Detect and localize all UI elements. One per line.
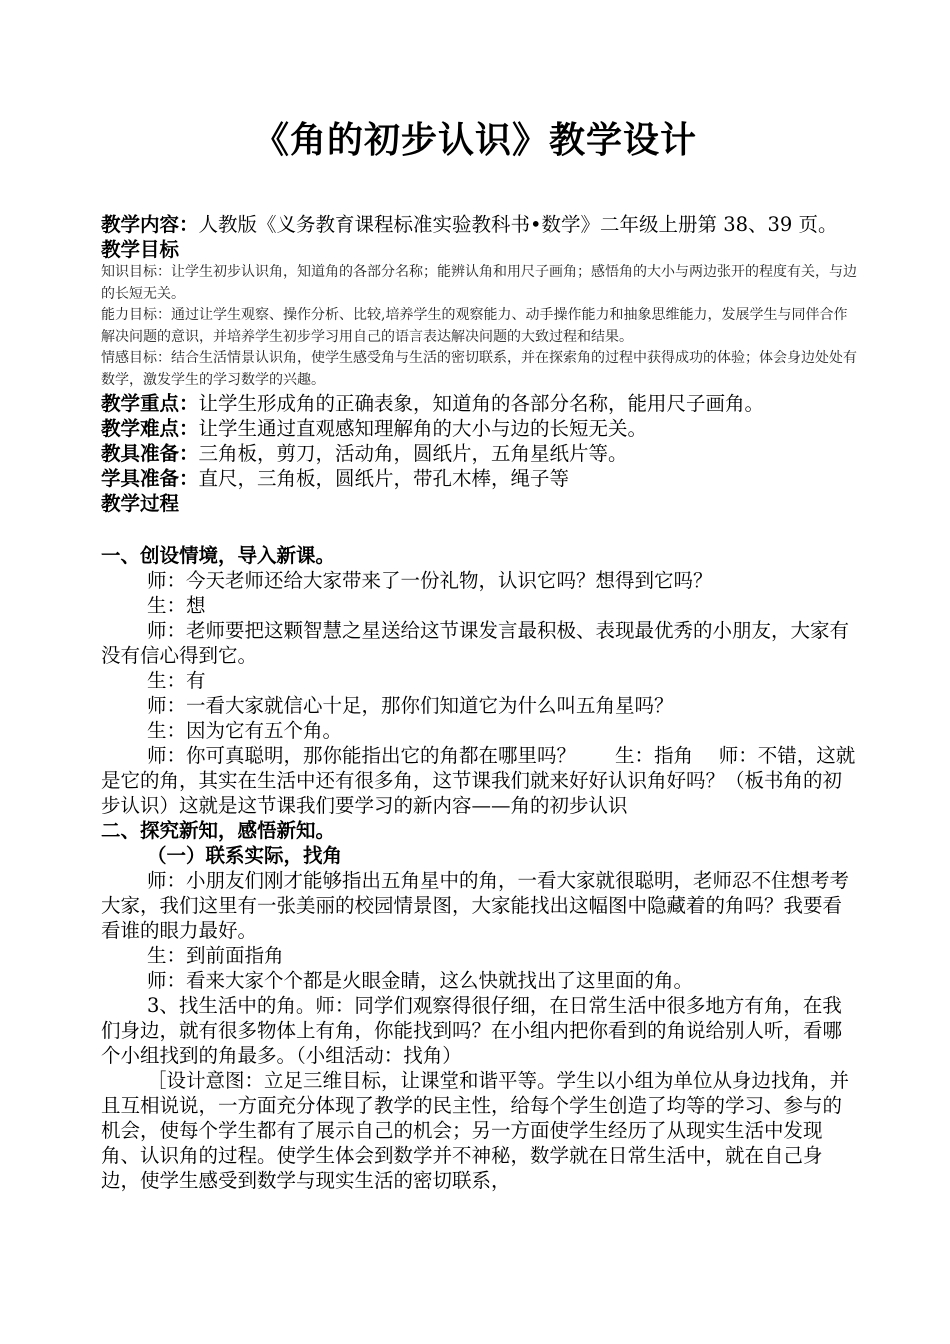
section1-line: 生：想 [147,594,206,617]
section1-line: 生：有 [147,669,206,692]
section2-subheading: （一）联系实际，找角 [147,844,343,867]
teaching-content-text: 人教版《义务教育课程标准实验教科书•数学》二年级上册第 38、39 页。 [198,213,838,236]
goal-emotion: 情感目标：结合生活情景认识角，使学生感受角与生活的密切联系，并在探索角的过程中获得成功的体验；体会身边处处有数学，激发学生的学习数学的兴趣。 [101,350,857,388]
teacher-tools-text: 三角板，剪刀，活动角，圆纸片，五角星纸片等。 [198,442,628,465]
difficulty-label: 教学难点： [101,417,199,440]
section2-line: 3、找生活中的角。师：同学们观察得很仔细，在日常生活中很多地方有角，在我们身边，就有很多物体上有角，你能找到吗？在小组内把你看到的角说给别人听，看哪个小组找到的角最多。（小组活动：找角） [101,994,843,1067]
goal-ability: 能力目标：通过让学生观察、操作分析、比较,培养学生的观察能力、动手操作能力和抽象思维能力，发展学生与同伴合作解决问题的意识，并培养学生初步学习用自己的语言表达解决问题的大致过程和结果。 [101,307,848,345]
difficulty-text: 让学生通过直观感知理解角的大小与边的长短无关。 [198,417,648,440]
section1-line: 师：你可真聪明，那你能指出它的角都在哪里吗？ 生：指角 师：不错，这就是它的角，其实在生活中还有很多角，这节课我们就来好好认识角好吗？（板书角的初步认识）这就是这节课我们要学习的新内容——角的初步认识 [101,744,856,817]
student-tools [101,466,857,491]
section1-line: 师：今天老师还给大家带来了一份礼物，认识它吗？想得到它吗？ [147,569,713,592]
spacer [101,516,857,543]
difficulty [101,416,857,441]
key-point [101,391,857,416]
key-point-label: 教学重点： [101,392,199,415]
section2-line: ［设计意图：立足三维目标，让课堂和谐平等。学生以小组为单位从身边找角，并且互相说说，一方面充分体现了教学的民主性，给每个学生创造了均等的学习、参与的机会，使每个学生都有了展示自己的机会；另一方面使学生经历了从现实生活中发现角、认识角的过程。使学生体会到数学并不神秘，数学就在日常生活中，就在自己身边，使学生感受到数学与现实生活的密切联系， [101,1069,850,1192]
section1-line: 师：一看大家就信心十足，那你们知道它为什么叫五角星吗？ [147,694,674,717]
student-tools-label: 学具准备： [101,467,199,490]
teacher-tools [101,441,857,466]
section1-line: 师：老师要把这颗智慧之星送给这节课发言最积极、表现最优秀的小朋友，大家有没有信心得到它。 [101,619,850,667]
section2-line: 生：到前面指角 [147,944,284,967]
teaching-content [101,212,857,237]
section2-line: 师：小朋友们刚才能够指出五角星中的角，一看大家就很聪明，老师忍不住想考考大家，我们这里有一张美丽的校园情景图，大家能找出这幅图中隐藏着的角吗？我要看看谁的眼力最好。 [101,869,850,942]
section2-line: 师：看来大家个个都是火眼金睛，这么快就找出了这里面的角。 [147,969,694,992]
student-tools-text: 直尺，三角板，圆纸片，带孔木棒，绳子等 [198,467,570,490]
teacher-tools-label: 教具准备： [101,442,199,465]
section2-heading: 二、探究新知，感悟新知。 [101,819,336,842]
teaching-content-label: 教学内容： [101,213,199,236]
section1-line: 生：因为它有五个角。 [147,719,343,742]
goals-heading: 教学目标 [101,238,180,261]
process-heading: 教学过程 [101,492,180,515]
document-body [101,212,857,1193]
document-title: 《角的初步认识》教学设计 [252,120,697,161]
goal-knowledge: 知识目标：让学生初步认识角，知道角的各部分名称；能辨认角和用尺子画角；感悟角的大小与两边张开的程度有关，与边的长短无关。 [101,264,857,302]
section1-heading: 一、创设情境，导入新课。 [101,544,336,567]
key-point-text: 让学生形成角的正确表象，知道角的各部分名称，能用尺子画角。 [198,392,765,415]
